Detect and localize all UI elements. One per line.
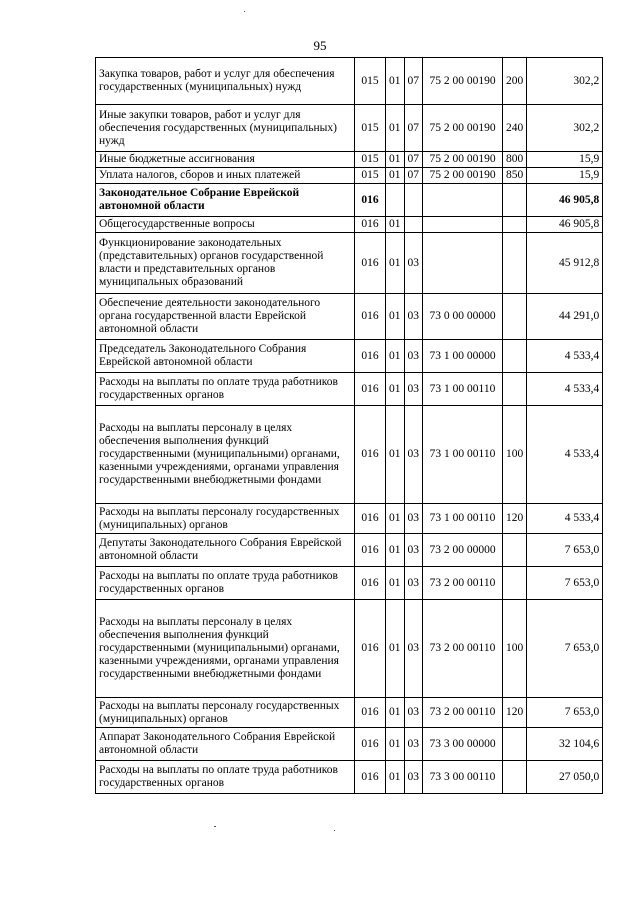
row-sum: 4 533,4 bbox=[527, 373, 603, 406]
row-sum: 7 653,0 bbox=[527, 600, 603, 698]
row-name: Аппарат Законодательного Собрания Еврейской автономной области bbox=[96, 728, 355, 761]
ministry-code: 016 bbox=[355, 217, 386, 233]
section-code: 01 bbox=[386, 152, 405, 168]
row-sum: 302,2 bbox=[527, 105, 603, 152]
ministry-code: 016 bbox=[355, 340, 386, 373]
ministry-code: 016 bbox=[355, 567, 386, 600]
target-article-code: 73 2 00 00000 bbox=[423, 534, 503, 567]
target-article-code: 73 2 00 00110 bbox=[423, 698, 503, 728]
subsection-code: 07 bbox=[404, 168, 423, 184]
ministry-code: 016 bbox=[355, 761, 386, 794]
ministry-code: 015 bbox=[355, 105, 386, 152]
subsection-code bbox=[404, 217, 423, 233]
section-code bbox=[386, 184, 405, 217]
table-row bbox=[96, 534, 603, 567]
row-name: Председатель Законодательного Собрания Еврейской автономной области bbox=[96, 340, 355, 373]
ministry-code: 016 bbox=[355, 534, 386, 567]
row-sum: 7 653,0 bbox=[527, 698, 603, 728]
subsection-code: 07 bbox=[404, 105, 423, 152]
expense-type-code: 100 bbox=[503, 406, 527, 504]
scan-speck bbox=[334, 830, 335, 831]
expense-type-code bbox=[503, 373, 527, 406]
target-article-code: 75 2 00 00190 bbox=[423, 152, 503, 168]
expense-type-code: 200 bbox=[503, 58, 527, 105]
row-name: Обеспечение деятельности законодательного органа государственной власти Еврейской автономной области bbox=[96, 294, 355, 340]
table-row bbox=[96, 600, 603, 698]
target-article-code: 75 2 00 00190 bbox=[423, 168, 503, 184]
subsection-code: 03 bbox=[404, 406, 423, 504]
section-code: 01 bbox=[386, 406, 405, 504]
table-row bbox=[96, 105, 603, 152]
section-code: 01 bbox=[386, 373, 405, 406]
row-sum: 302,2 bbox=[527, 58, 603, 105]
expense-type-code bbox=[503, 184, 527, 217]
row-name: Функционирование законодательных (представительных) органов государственной власти и представительных органов муниципальных образований bbox=[96, 233, 355, 294]
section-code: 01 bbox=[386, 761, 405, 794]
subsection-code: 03 bbox=[404, 600, 423, 698]
row-name: Иные закупки товаров, работ и услуг для обеспечения государственных (муниципальных) нужд bbox=[96, 105, 355, 152]
section-code: 01 bbox=[386, 340, 405, 373]
target-article-code bbox=[423, 233, 503, 294]
ministry-code: 015 bbox=[355, 168, 386, 184]
section-code: 01 bbox=[386, 217, 405, 233]
expense-type-code bbox=[503, 567, 527, 600]
row-sum: 46 905,8 bbox=[527, 217, 603, 233]
table-row bbox=[96, 58, 603, 105]
section-code: 01 bbox=[386, 600, 405, 698]
section-code: 01 bbox=[386, 105, 405, 152]
table-row bbox=[96, 504, 603, 534]
table-row bbox=[96, 567, 603, 600]
section-code: 01 bbox=[386, 294, 405, 340]
row-sum: 45 912,8 bbox=[527, 233, 603, 294]
row-name: Закупка товаров, работ и услуг для обеспечения государственных (муниципальных) нужд bbox=[96, 58, 355, 105]
ministry-code: 016 bbox=[355, 373, 386, 406]
ministry-code: 016 bbox=[355, 728, 386, 761]
table-row bbox=[96, 406, 603, 504]
table-row bbox=[96, 761, 603, 794]
target-article-code: 73 3 00 00110 bbox=[423, 761, 503, 794]
page-number: 95 bbox=[313, 38, 327, 53]
expense-type-code bbox=[503, 761, 527, 794]
subsection-code: 07 bbox=[404, 152, 423, 168]
subsection-code: 03 bbox=[404, 567, 423, 600]
target-article-code: 73 1 00 00110 bbox=[423, 504, 503, 534]
target-article-code: 75 2 00 00190 bbox=[423, 105, 503, 152]
table-row bbox=[96, 168, 603, 184]
expense-type-code: 120 bbox=[503, 504, 527, 534]
target-article-code: 73 1 00 00110 bbox=[423, 373, 503, 406]
subsection-code bbox=[404, 184, 423, 217]
row-name: Расходы на выплаты по оплате труда работников государственных органов bbox=[96, 567, 355, 600]
subsection-code: 03 bbox=[404, 728, 423, 761]
ministry-code: 016 bbox=[355, 504, 386, 534]
scan-speck bbox=[214, 826, 216, 827]
expense-type-code: 800 bbox=[503, 152, 527, 168]
expense-type-code: 100 bbox=[503, 600, 527, 698]
ministry-code: 016 bbox=[355, 600, 386, 698]
target-article-code: 73 2 00 00110 bbox=[423, 567, 503, 600]
subsection-code: 03 bbox=[404, 504, 423, 534]
target-article-code: 73 0 00 00000 bbox=[423, 294, 503, 340]
section-code: 01 bbox=[386, 58, 405, 105]
subsection-code: 03 bbox=[404, 233, 423, 294]
row-name: Расходы на выплаты персоналу государственных (муниципальных) органов bbox=[96, 698, 355, 728]
expense-type-code: 850 bbox=[503, 168, 527, 184]
table-row bbox=[96, 217, 603, 233]
target-article-code: 73 3 00 00000 bbox=[423, 728, 503, 761]
row-name: Расходы на выплаты по оплате труда работников государственных органов bbox=[96, 761, 355, 794]
row-name: Иные бюджетные ассигнования bbox=[96, 152, 355, 168]
subsection-code: 07 bbox=[404, 58, 423, 105]
row-sum: 46 905,8 bbox=[527, 184, 603, 217]
table-row bbox=[96, 698, 603, 728]
row-name: Общегосударственные вопросы bbox=[96, 217, 355, 233]
expense-type-code: 240 bbox=[503, 105, 527, 152]
expense-type-code bbox=[503, 233, 527, 294]
target-article-code: 73 2 00 00110 bbox=[423, 600, 503, 698]
ministry-code: 015 bbox=[355, 152, 386, 168]
budget-table bbox=[95, 57, 603, 794]
target-article-code: 73 1 00 00110 bbox=[423, 406, 503, 504]
ministry-code: 016 bbox=[355, 294, 386, 340]
row-name: Расходы на выплаты персоналу в целях обеспечения выполнения функций государственными (муниципальными) органами, казенными учреждениями, органами управления государственными внебюджетными фондами bbox=[96, 600, 355, 698]
row-sum: 4 533,4 bbox=[527, 340, 603, 373]
row-sum: 15,9 bbox=[527, 168, 603, 184]
subsection-code: 03 bbox=[404, 534, 423, 567]
subsection-code: 03 bbox=[404, 294, 423, 340]
section-code: 01 bbox=[386, 233, 405, 294]
row-sum: 44 291,0 bbox=[527, 294, 603, 340]
row-sum: 7 653,0 bbox=[527, 567, 603, 600]
row-sum: 4 533,4 bbox=[527, 406, 603, 504]
ministry-code: 016 bbox=[355, 698, 386, 728]
row-sum: 4 533,4 bbox=[527, 504, 603, 534]
expense-type-code bbox=[503, 294, 527, 340]
table-row bbox=[96, 233, 603, 294]
row-name: Расходы на выплаты персоналу в целях обеспечения выполнения функций государственными (муниципальными) органами, казенными учреждениями, органами управления государственными внебюджетными фондами bbox=[96, 406, 355, 504]
ministry-code: 016 bbox=[355, 233, 386, 294]
table-row bbox=[96, 152, 603, 168]
ministry-code: 016 bbox=[355, 184, 386, 217]
row-name: Депутаты Законодательного Собрания Еврейской автономной области bbox=[96, 534, 355, 567]
expense-type-code: 120 bbox=[503, 698, 527, 728]
section-code: 01 bbox=[386, 504, 405, 534]
expense-type-code bbox=[503, 534, 527, 567]
row-name: Расходы на выплаты персоналу государственных (муниципальных) органов bbox=[96, 504, 355, 534]
target-article-code bbox=[423, 184, 503, 217]
subsection-code: 03 bbox=[404, 340, 423, 373]
section-code: 01 bbox=[386, 534, 405, 567]
row-name: Расходы на выплаты по оплате труда работников государственных органов bbox=[96, 373, 355, 406]
subsection-code: 03 bbox=[404, 761, 423, 794]
expense-type-code bbox=[503, 340, 527, 373]
target-article-code: 73 1 00 00000 bbox=[423, 340, 503, 373]
row-name: Законодательное Собрание Еврейской автономной области bbox=[96, 184, 355, 217]
section-code: 01 bbox=[386, 168, 405, 184]
row-name: Уплата налогов, сборов и иных платежей bbox=[96, 168, 355, 184]
table-row bbox=[96, 340, 603, 373]
section-code: 01 bbox=[386, 567, 405, 600]
row-sum: 27 050,0 bbox=[527, 761, 603, 794]
expense-type-code bbox=[503, 728, 527, 761]
table-row bbox=[96, 184, 603, 217]
row-sum: 32 104,6 bbox=[527, 728, 603, 761]
section-code: 01 bbox=[386, 698, 405, 728]
row-sum: 15,9 bbox=[527, 152, 603, 168]
row-sum: 7 653,0 bbox=[527, 534, 603, 567]
expense-type-code bbox=[503, 217, 527, 233]
subsection-code: 03 bbox=[404, 373, 423, 406]
table-row bbox=[96, 373, 603, 406]
ministry-code: 015 bbox=[355, 58, 386, 105]
subsection-code: 03 bbox=[404, 698, 423, 728]
section-code: 01 bbox=[386, 728, 405, 761]
table-row bbox=[96, 294, 603, 340]
scan-speck bbox=[244, 11, 245, 12]
table-row bbox=[96, 728, 603, 761]
target-article-code: 75 2 00 00190 bbox=[423, 58, 503, 105]
ministry-code: 016 bbox=[355, 406, 386, 504]
target-article-code bbox=[423, 217, 503, 233]
